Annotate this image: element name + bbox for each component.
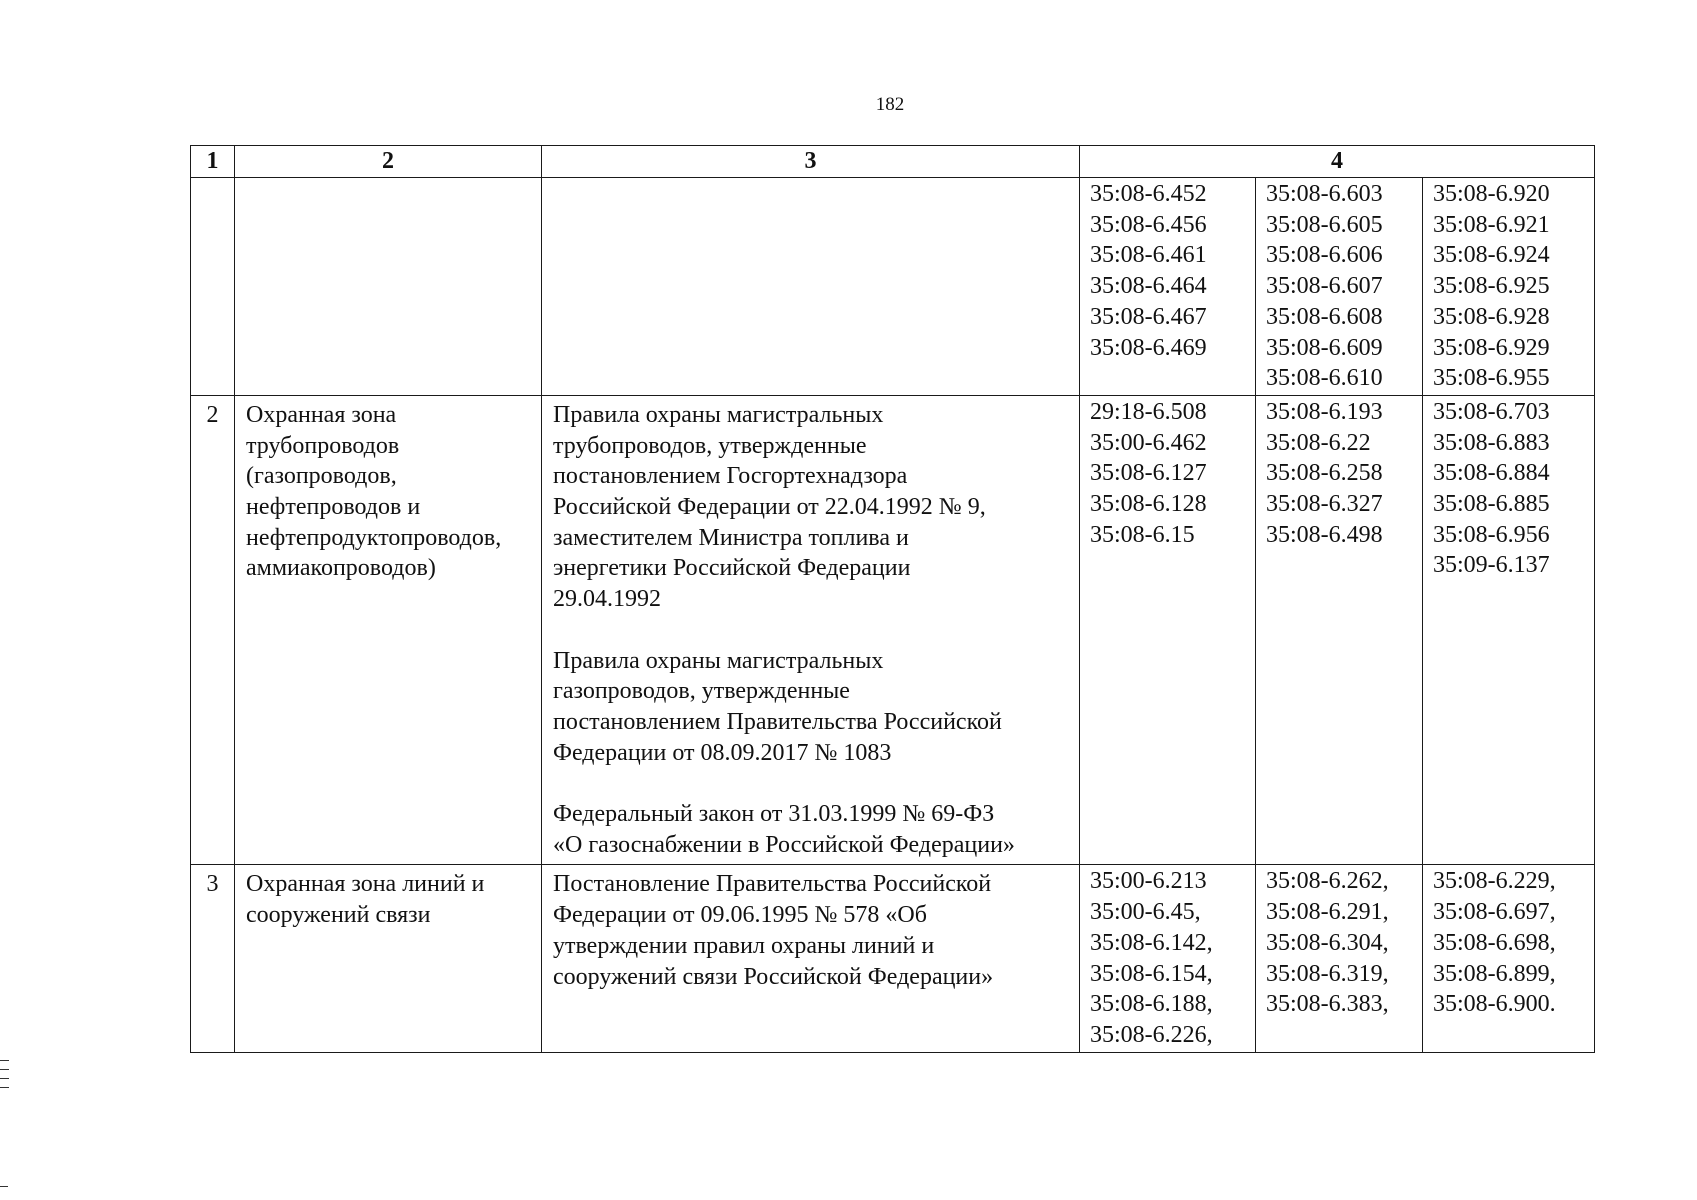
margin-marks (0, 1060, 10, 1096)
page-number: 182 (875, 94, 905, 115)
zone-name-line: Охранная зона (246, 401, 397, 428)
zone-name-cell (235, 178, 542, 396)
margin-dash (0, 1186, 8, 1187)
zone-name-line: аммиакопроводов) (246, 555, 436, 582)
legal-basis-paragraph (553, 799, 1073, 860)
cadastral-code: 35:08-6.606 (1266, 242, 1383, 269)
cadastral-codes-cell-1 (1080, 865, 1256, 1052)
header-col-2: 2 (235, 146, 542, 178)
zone-name-line: нефтепродуктопроводов, (246, 524, 502, 551)
header-col-1: 1 (191, 146, 235, 178)
cadastral-code: 29:18-6.508 (1090, 398, 1207, 425)
legal-basis-line: Федерации от 08.09.2017 № 1083 (553, 739, 892, 766)
table-header-row (191, 146, 1595, 178)
cadastral-code: 35:08-6.304, (1266, 929, 1389, 956)
cadastral-code: 35:08-6.883 (1433, 429, 1550, 456)
header-col-3: 3 (542, 146, 1080, 178)
legal-basis-paragraph (553, 869, 1073, 992)
cadastral-code: 35:00-6.213 (1090, 868, 1207, 895)
zone-name-line: Охранная зона линий и (246, 871, 485, 898)
legal-basis-line: Постановление Правительства Российской (553, 871, 992, 898)
cadastral-code: 35:08-6.467 (1090, 303, 1207, 330)
legal-basis-line: Федеральный закон от 31.03.1999 № 69-ФЗ (553, 801, 995, 828)
zones-table (190, 145, 1595, 1053)
zone-name-line: (газопроводов, (246, 463, 397, 490)
table-row (191, 865, 1595, 1052)
cadastral-code: 35:08-6.127 (1090, 460, 1207, 487)
cadastral-code: 35:08-6.142, (1090, 929, 1213, 956)
cadastral-code: 35:08-6.609 (1266, 334, 1383, 361)
cadastral-code: 35:08-6.456 (1090, 211, 1207, 238)
cadastral-codes-cell-2 (1256, 865, 1423, 1052)
legal-basis-line: Российской Федерации от 22.04.1992 № 9, (553, 494, 986, 521)
legal-basis-line: утверждении правил охраны линий и (553, 932, 935, 959)
cadastral-code: 35:08-6.884 (1433, 460, 1550, 487)
legal-basis-line: сооружений связи Российской Федерации» (553, 963, 994, 990)
cadastral-code: 35:08-6.188, (1090, 991, 1213, 1018)
cadastral-code: 35:08-6.464 (1090, 273, 1207, 300)
cadastral-codes-cell-3 (1423, 395, 1595, 865)
cadastral-code: 35:08-6.607 (1266, 273, 1383, 300)
cadastral-code: 35:08-6.929 (1433, 334, 1550, 361)
cadastral-codes-cell-2 (1256, 395, 1423, 865)
cadastral-code: 35:08-6.469 (1090, 334, 1207, 361)
legal-basis-line: 29.04.1992 (553, 586, 661, 613)
zone-name-cell (235, 865, 542, 1052)
cadastral-code: 35:00-6.45, (1090, 899, 1201, 926)
header-col-4: 4 (1080, 146, 1595, 178)
zone-name-line: сооружений связи (246, 902, 431, 929)
legal-basis-line: трубопроводов, утвержденные (553, 432, 867, 459)
cadastral-codes-cell-2 (1256, 178, 1423, 396)
table-row (191, 395, 1595, 865)
cadastral-code: 35:08-6.319, (1266, 960, 1389, 987)
cadastral-code: 35:08-6.498 (1266, 521, 1383, 548)
legal-basis-line: газопроводов, утвержденные (553, 678, 850, 705)
legal-basis-line: заместителем Министра топлива и (553, 524, 909, 551)
legal-basis-paragraph (553, 646, 1073, 769)
legal-basis-line: энергетики Российской Федерации (553, 555, 911, 582)
legal-basis-paragraph (553, 400, 1073, 615)
zone-name-line: трубопроводов (246, 432, 400, 459)
cadastral-code: 35:08-6.697, (1433, 899, 1556, 926)
legal-basis-line: постановлением Правительства Российской (553, 708, 1002, 735)
cadastral-code: 35:08-6.698, (1433, 929, 1556, 956)
cadastral-code: 35:08-6.226, (1090, 1021, 1213, 1048)
cadastral-code: 35:00-6.462 (1090, 429, 1207, 456)
cadastral-codes-cell-3 (1423, 178, 1595, 396)
cadastral-code: 35:08-6.928 (1433, 303, 1550, 330)
cadastral-code: 35:08-6.327 (1266, 491, 1383, 518)
cadastral-code: 35:08-6.920 (1433, 181, 1550, 207)
cadastral-code: 35:08-6.603 (1266, 181, 1383, 207)
cadastral-code: 35:08-6.258 (1266, 460, 1383, 487)
cadastral-code: 35:08-6.128 (1090, 491, 1207, 518)
cadastral-code: 35:08-6.461 (1090, 242, 1207, 269)
legal-basis-cell (542, 178, 1080, 396)
cadastral-code: 35:08-6.605 (1266, 211, 1383, 238)
cadastral-code: 35:08-6.15 (1090, 521, 1195, 548)
table-row (191, 178, 1595, 396)
cadastral-code: 35:08-6.925 (1433, 273, 1550, 300)
legal-basis-cell (542, 865, 1080, 1052)
legal-basis-line: «О газоснабжении в Российской Федерации» (553, 831, 1015, 858)
cadastral-code: 35:08-6.154, (1090, 960, 1213, 987)
legal-basis-cell (542, 395, 1080, 865)
cadastral-code: 35:08-6.193 (1266, 398, 1383, 425)
cadastral-code: 35:08-6.610 (1266, 365, 1383, 392)
row-number-cell: 2 (191, 395, 235, 865)
cadastral-code: 35:08-6.452 (1090, 181, 1207, 207)
cadastral-code: 35:08-6.921 (1433, 211, 1550, 238)
cadastral-code: 35:08-6.291, (1266, 899, 1389, 926)
cadastral-code: 35:08-6.924 (1433, 242, 1550, 269)
cadastral-code: 35:08-6.900. (1433, 991, 1556, 1018)
row-number-cell (191, 178, 235, 396)
row-number-cell: 3 (191, 865, 235, 1052)
cadastral-code: 35:08-6.383, (1266, 991, 1389, 1018)
cadastral-code: 35:08-6.229, (1433, 868, 1556, 895)
cadastral-codes-cell-1 (1080, 395, 1256, 865)
cadastral-code: 35:08-6.262, (1266, 868, 1389, 895)
cadastral-codes-cell-1 (1080, 178, 1256, 396)
cadastral-code: 35:08-6.703 (1433, 398, 1550, 425)
zone-name-line: нефтепроводов и (246, 494, 421, 521)
cadastral-codes-cell-3 (1423, 865, 1595, 1052)
legal-basis-line: постановлением Госгортехнадзора (553, 463, 908, 490)
cadastral-code: 35:08-6.22 (1266, 429, 1371, 456)
cadastral-code: 35:09-6.137 (1433, 552, 1550, 579)
cadastral-code: 35:08-6.608 (1266, 303, 1383, 330)
cadastral-code: 35:08-6.955 (1433, 365, 1550, 392)
zone-name-cell (235, 395, 542, 865)
legal-basis-line: Правила охраны магистральных (553, 401, 884, 428)
cadastral-code: 35:08-6.899, (1433, 960, 1556, 987)
legal-basis-line: Федерации от 09.06.1995 № 578 «Об (553, 902, 927, 929)
legal-basis-line: Правила охраны магистральных (553, 647, 884, 674)
cadastral-code: 35:08-6.885 (1433, 491, 1550, 518)
cadastral-code: 35:08-6.956 (1433, 521, 1550, 548)
